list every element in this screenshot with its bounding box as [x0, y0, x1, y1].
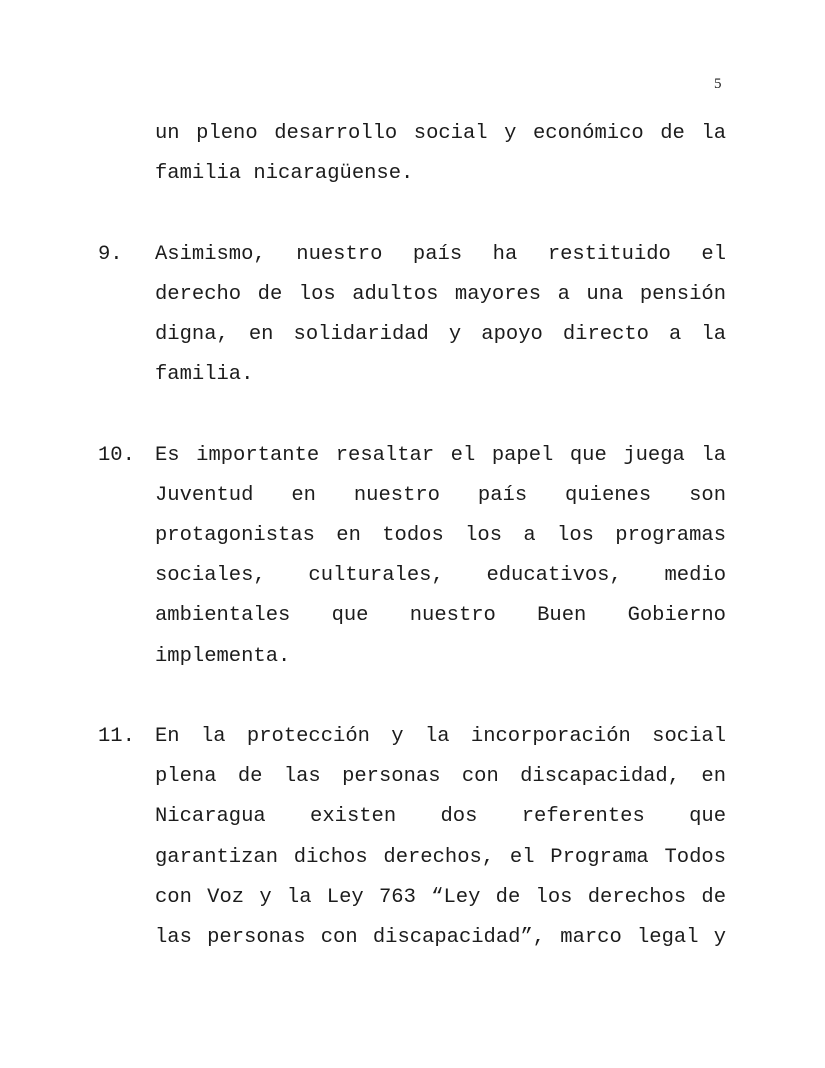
paragraph-10 — [98, 436, 726, 677]
paragraph-number: 9. — [98, 242, 123, 266]
paragraph-text: En la protección y la incorporación social plena de las personas con discapacidad, en Nicaragua existen dos referentes que garantizan dichos derechos, el Programa Todos con Voz y la Ley 763 “Ley de los derechos de las personas con discapacidad”, marco legal y — [155, 725, 726, 950]
paragraph-11 — [98, 717, 726, 958]
document-body — [98, 114, 726, 958]
paragraph-text: un pleno desarrollo social y económico de la familia nicaragüense. — [155, 122, 726, 186]
paragraph-text: Es importante resaltar el papel que juega la Juventud en nuestro país quienes son protagonistas en todos los a los programas sociales, culturales, educativos, medio ambientales que nuestro Buen Gobierno implementa. — [155, 443, 726, 668]
paragraph-number: 11. — [98, 725, 135, 748]
paragraph-number: 10. — [98, 443, 135, 467]
paragraph-9 — [98, 235, 726, 396]
paragraph-text: Asimismo, nuestro país ha restituido el derecho de los adultos mayores a una pensión digna, en solidaridad y apoyo directo a la familia. — [155, 242, 726, 387]
page-number: 5 — [714, 76, 722, 92]
paragraph-continuation — [98, 114, 726, 194]
